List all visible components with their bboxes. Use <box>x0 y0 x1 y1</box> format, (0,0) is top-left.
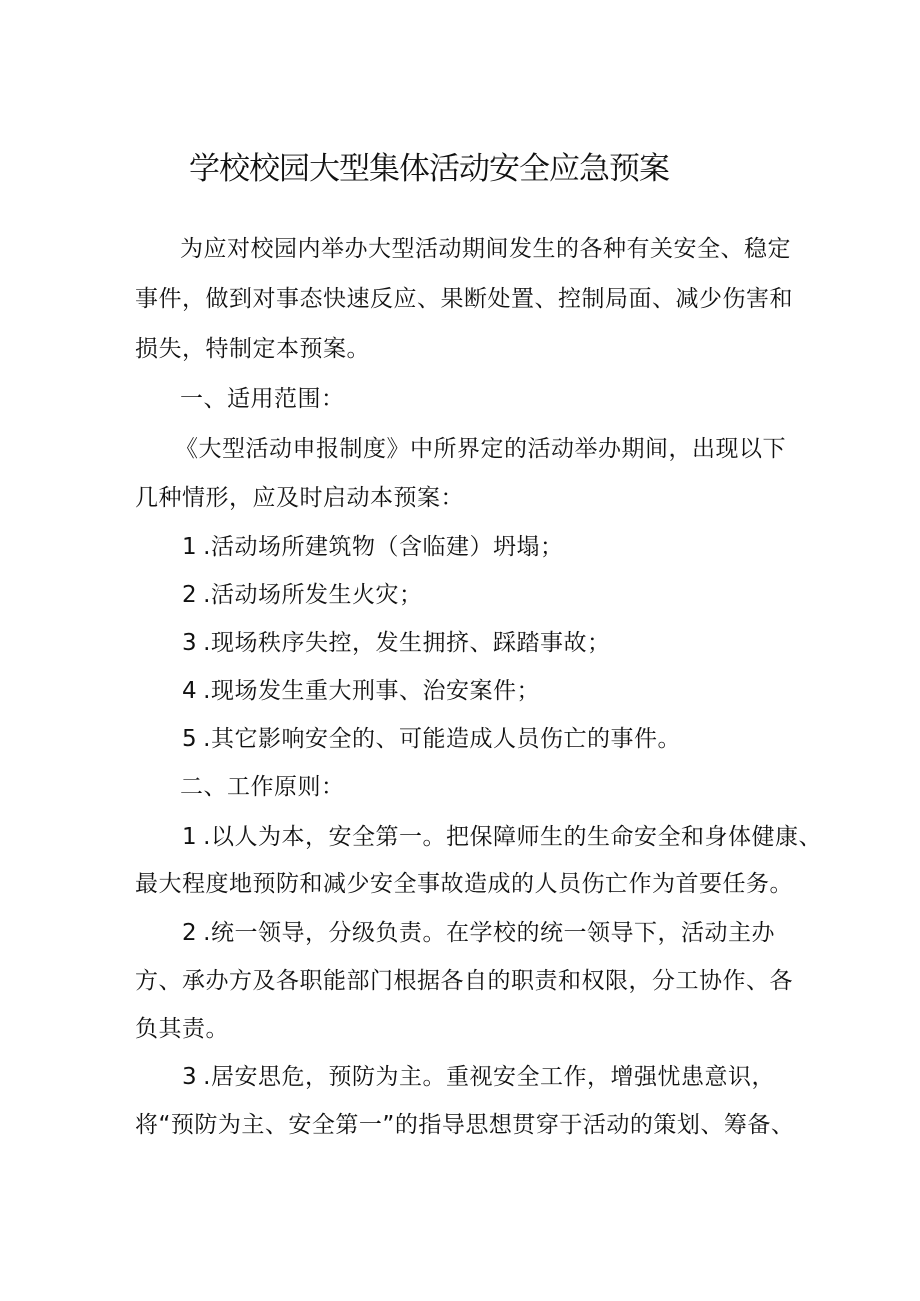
principle-2-line-3: 负其责。 <box>135 1016 229 1042</box>
principle-text: .以人为本，安全第一。把保障师生的生命安全和身体健康、 <box>203 824 822 850</box>
section1-item-1 <box>182 528 563 561</box>
principle-text: .居安思危，预防为主。重视安全工作，增强忧患意识， <box>203 1064 775 1090</box>
item-text: .活动场所建筑物（含临建）坍塌； <box>203 534 564 560</box>
item-number: 4 <box>182 678 198 704</box>
item-number: 2 <box>182 582 198 608</box>
section1-item-4 <box>182 672 540 705</box>
item-text: .活动场所发生火灾； <box>203 582 423 608</box>
intro-line-3: 损失，特制定本预案。 <box>135 336 370 362</box>
principle-text: .统一领导，分级负责。在学校的统一领导下，活动主办 <box>203 920 775 946</box>
principle-1-line-2: 最大程度地预防和减少安全事故造成的人员伤亡作为首要任务。 <box>135 871 793 897</box>
section1-heading: 一、适用范围： <box>180 386 345 412</box>
principle-3-line-2: 将“预防为主、安全第一”的指导思想贯穿于活动的策划、筹备、 <box>135 1112 795 1138</box>
principle-3-line-1 <box>182 1058 775 1091</box>
intro-line-2: 事件，做到对事态快速反应、果断处置、控制局面、减少伤害和 <box>135 286 793 312</box>
principle-number: 3 <box>182 1064 198 1090</box>
principle-number: 2 <box>182 920 198 946</box>
section1-item-5 <box>182 720 681 753</box>
item-text: .现场秩序失控，发生拥挤、踩踏事故； <box>203 630 611 656</box>
section1-body-line-1: 《大型活动申报制度》中所界定的活动举办期间，出现以下 <box>175 436 786 462</box>
intro-line-1: 为应对校园内举办大型活动期间发生的各种有关安全、稳定 <box>180 236 791 262</box>
section1-item-3 <box>182 624 610 657</box>
section1-item-2 <box>182 576 422 609</box>
section2-heading: 二、工作原则： <box>180 774 345 800</box>
principle-1-line-1 <box>182 818 822 851</box>
item-number: 1 <box>182 534 198 560</box>
document-title: 学校校园大型集体活动安全应急预案 <box>189 151 669 187</box>
section1-body-line-2: 几种情形，应及时启动本预案： <box>135 485 464 511</box>
item-text: .其它影响安全的、可能造成人员伤亡的事件。 <box>203 726 681 752</box>
item-text: .现场发生重大刑事、治安案件； <box>203 678 540 704</box>
principle-2-line-2: 方、承办方及各职能部门根据各自的职责和权限，分工协作、各 <box>135 968 793 994</box>
principle-2-line-1 <box>182 914 775 947</box>
principle-number: 1 <box>182 824 198 850</box>
item-number: 3 <box>182 630 198 656</box>
item-number: 5 <box>182 726 198 752</box>
